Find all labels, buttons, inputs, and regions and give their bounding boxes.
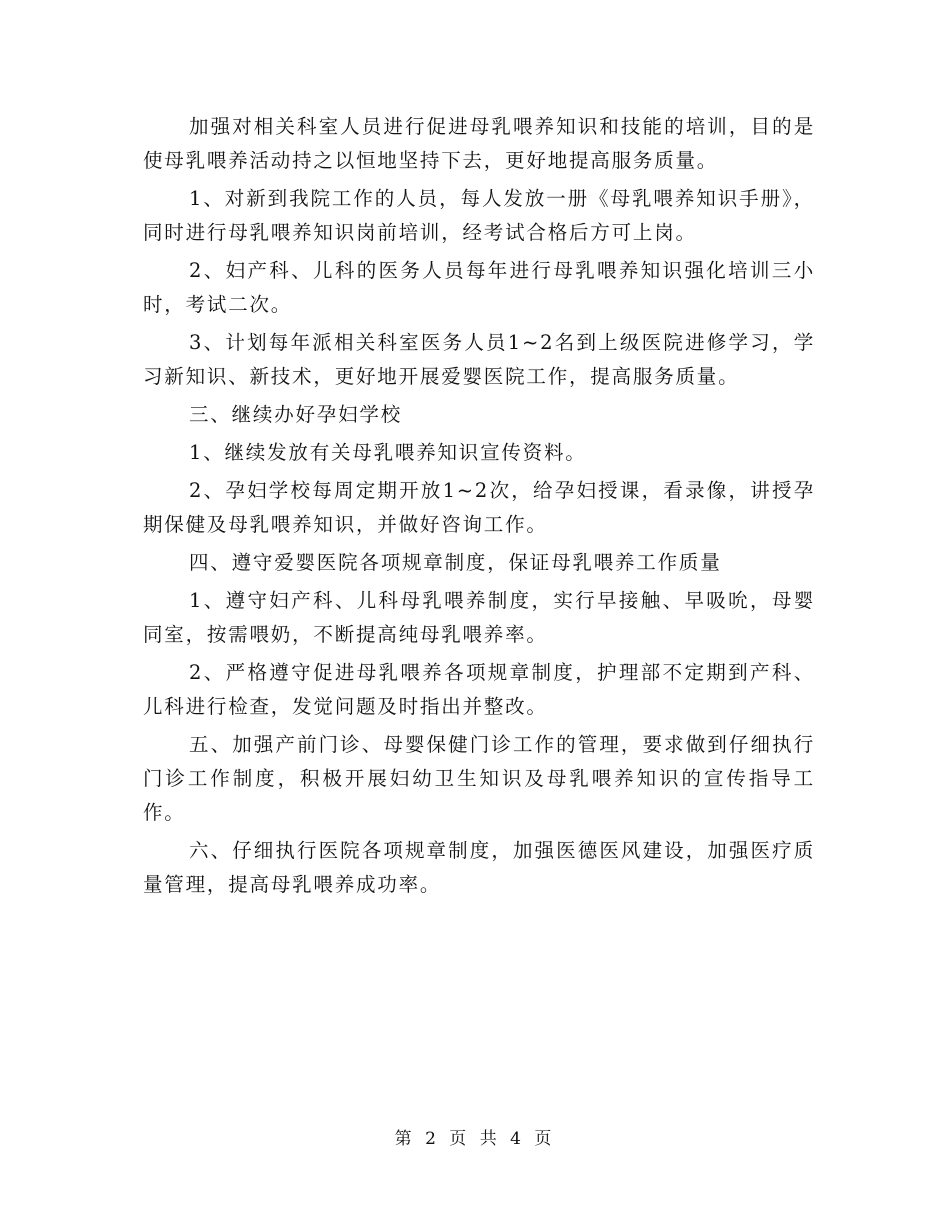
paragraph: 2、严格遵守促进母乳喂养各项规章制度，护理部不定期到产科、儿科进行检查，发觉问题及时指出并整改。 xyxy=(143,661,815,718)
page-number-footer: 第 2 页 共 4 页 xyxy=(394,1129,556,1149)
section-heading: 五、加强产前门诊、母婴保健门诊工作的管理，要求做到仔细执行门诊工作制度，积极开展妇幼卫生知识及母乳喂养知识的宣传指导工作。 xyxy=(143,733,815,824)
paragraph: 加强对相关科室人员进行促进母乳喂养知识和技能的培训，目的是使母乳喂养活动持之以恒地坚持下去，更好地提高服务质量。 xyxy=(143,115,815,172)
paragraph: 1、对新到我院工作的人员，每人发放一册《母乳喂养知识手册》，同时进行母乳喂养知识岗前培训，经考试合格后方可上岗。 xyxy=(143,187,815,244)
section-heading: 三、继续办好孕妇学校 xyxy=(189,403,403,426)
paragraph: 2、孕妇学校每周定期开放1~2次，给孕妇授课，看录像，讲授孕期保健及母乳喂养知识，并做好咨询工作。 xyxy=(143,479,815,536)
document-body xyxy=(143,110,815,906)
section-heading: 四、遵守爱婴医院各项规章制度，保证母乳喂养工作质量 xyxy=(189,551,722,574)
paragraph: 1、遵守妇产科、儿科母乳喂养制度，实行早接触、早吸吮，母婴同室，按需喂奶，不断提高纯母乳喂养率。 xyxy=(143,589,815,646)
paragraph: 2、妇产科、儿科的医务人员每年进行母乳喂养知识强化培训三小时，考试二次。 xyxy=(143,259,815,316)
section-heading: 六、仔细执行医院各项规章制度，加强医德医风建设，加强医疗质量管理，提高母乳喂养成功率。 xyxy=(143,839,815,896)
paragraph: 3、计划每年派相关科室医务人员1~2名到上级医院进修学习，学习新知识、新技术，更好地开展爱婴医院工作，提高服务质量。 xyxy=(143,331,815,388)
paragraph: 1、继续发放有关母乳喂养知识宣传资料。 xyxy=(189,441,587,464)
